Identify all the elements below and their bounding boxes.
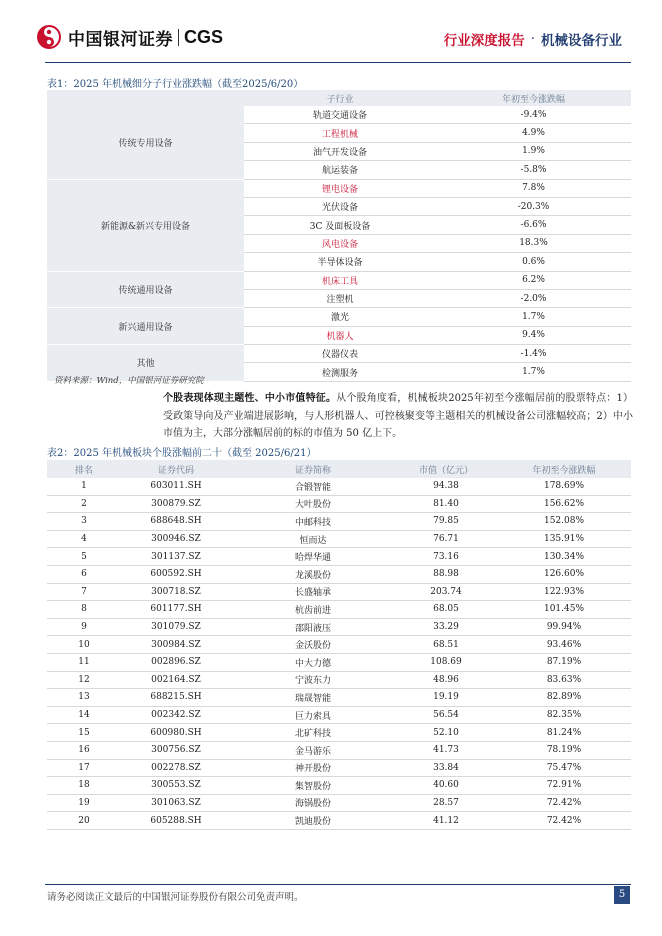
- table2-rank-cell: 2: [47, 495, 121, 513]
- table2-change-cell: 152.08%: [497, 513, 631, 531]
- table2-cap-cell: 48.96: [395, 671, 497, 689]
- table2-change-cell: 130.34%: [497, 548, 631, 566]
- table2-row: [47, 636, 631, 654]
- table2-row: [47, 583, 631, 601]
- table2-name-cell: 北矿科技: [231, 724, 395, 742]
- table2-rank-cell: 4: [47, 530, 121, 548]
- table1-subindustry-cell: 机床工具: [244, 271, 436, 289]
- table1-group-cell: 传统通用设备: [47, 271, 244, 308]
- table1-row: [47, 271, 631, 289]
- table2-code-cell: 601177.SH: [121, 601, 231, 619]
- table2-cap-cell: 33.84: [395, 759, 497, 777]
- table2-code-cell: 002342.SZ: [121, 706, 231, 724]
- table2-change-cell: 156.62%: [497, 495, 631, 513]
- table2-cap-cell: 19.19: [395, 689, 497, 707]
- table2-change-cell: 135.91%: [497, 530, 631, 548]
- table2-change-cell: 81.24%: [497, 724, 631, 742]
- table1-change-cell: 6.2%: [436, 271, 631, 289]
- table1-group-cell: 新兴通用设备: [47, 308, 244, 345]
- data-source-note: 资料来源：Wind，中国银河证券研究院: [54, 376, 204, 386]
- table2-caption: 表2：2025 年机械板块个股涨幅前二十（截至 2025/6/21）: [47, 448, 317, 459]
- table2-row: [47, 548, 631, 566]
- table1-subindustry-cell: 油气开发设备: [244, 142, 436, 160]
- table2-rank-cell: 7: [47, 583, 121, 601]
- table2-code-cell: 301079.SZ: [121, 618, 231, 636]
- table2-rank-cell: 16: [47, 741, 121, 759]
- table1-row: [47, 179, 631, 197]
- table1-subindustry-cell: 半导体设备: [244, 253, 436, 271]
- table2-name-cell: 龙溪股份: [231, 565, 395, 583]
- table2-cap-cell: 41.12: [395, 812, 497, 830]
- table2-rank-cell: 9: [47, 618, 121, 636]
- table2-row: [47, 530, 631, 548]
- table2-row: [47, 618, 631, 636]
- table2-rank-cell: 19: [47, 794, 121, 812]
- table2-header-name: 证券简称: [231, 460, 395, 478]
- table2-row: [47, 794, 631, 812]
- table2-cap-cell: 52.10: [395, 724, 497, 742]
- table2-code-cell: 300984.SZ: [121, 636, 231, 654]
- table2-row: [47, 513, 631, 531]
- table2-header-cap: 市值（亿元）: [395, 460, 497, 478]
- table1-subindustry-cell: 航运装备: [244, 161, 436, 179]
- table1-subindustry-cell: 激光: [244, 308, 436, 326]
- table2-change-cell: 101.45%: [497, 601, 631, 619]
- table2-row: [47, 653, 631, 671]
- table1-change-cell: -2.0%: [436, 289, 631, 307]
- report-tag: [444, 29, 622, 49]
- table2-name-cell: 神开股份: [231, 759, 395, 777]
- table1-change-cell: 7.8%: [436, 179, 631, 197]
- table1-subindustry-cell: 锂电设备: [244, 179, 436, 197]
- table2-change-cell: 83.63%: [497, 671, 631, 689]
- table1-body: [47, 106, 631, 381]
- table2-rank-cell: 13: [47, 689, 121, 707]
- table2-row: [47, 671, 631, 689]
- table2-name-cell: 瑞晟智能: [231, 689, 395, 707]
- table2-name-cell: 海锅股份: [231, 794, 395, 812]
- table2-change-cell: 122.93%: [497, 583, 631, 601]
- brand-logo: [36, 24, 223, 50]
- table2-cap-cell: 203.74: [395, 583, 497, 601]
- table2-name-cell: 金沃股份: [231, 636, 395, 654]
- table2-header-change: 年初至今涨跌幅: [497, 460, 631, 478]
- report-type: 行业深度报告: [443, 33, 525, 49]
- table2-rank-cell: 18: [47, 777, 121, 795]
- table1-header-change: 年初至今涨跌幅: [436, 90, 631, 106]
- table2-row: [47, 812, 631, 830]
- table1-change-cell: 9.4%: [436, 326, 631, 344]
- table1-subindustry-cell: 注塑机: [244, 289, 436, 307]
- table2-cap-cell: 108.69: [395, 653, 497, 671]
- table2-rank-cell: 14: [47, 706, 121, 724]
- table2-row: [47, 601, 631, 619]
- paragraph-body: 从个股角度看，机械板块2025年初至今涨幅居前的股票特点：1）受政策导向及产业端进展影响，与人形机器人、可控核聚变等主题相关的机械设备公司涨幅较高；2）中小市值为主，大部分涨幅居前的标的市值为 50 亿上下。: [163, 393, 634, 439]
- table2-rank-cell: 1: [47, 478, 121, 495]
- table1-change-cell: -5.8%: [436, 161, 631, 179]
- table1-subindustry-cell: 轨道交通设备: [244, 106, 436, 124]
- table2-header-code: 证券代码: [121, 460, 231, 478]
- footer-rule: [45, 884, 631, 885]
- table2-cap-cell: 94.38: [395, 478, 497, 495]
- table1-subindustry-cell: 光伏设备: [244, 197, 436, 215]
- table2-row: [47, 741, 631, 759]
- table1-change-cell: 18.3%: [436, 234, 631, 252]
- table1-change-cell: -1.4%: [436, 345, 631, 363]
- table2-code-cell: 300718.SZ: [121, 583, 231, 601]
- table1-change-cell: -20.3%: [436, 197, 631, 215]
- table2-code-cell: 605288.SH: [121, 812, 231, 830]
- table2-cap-cell: 76.71: [395, 530, 497, 548]
- table2-change-cell: 78.19%: [497, 741, 631, 759]
- table2-name-cell: 金马游乐: [231, 741, 395, 759]
- table2-name-cell: 中大力德: [231, 653, 395, 671]
- table2-cap-cell: 68.05: [395, 601, 497, 619]
- table2-rank-cell: 10: [47, 636, 121, 654]
- table1-header-group: [47, 90, 244, 106]
- table2-change-cell: 75.47%: [497, 759, 631, 777]
- table2-header-row: [47, 460, 631, 478]
- table2-change-cell: 72.42%: [497, 812, 631, 830]
- table2-code-cell: 300553.SZ: [121, 777, 231, 795]
- table2-row: [47, 565, 631, 583]
- table1-group-cell: 传统专用设备: [47, 106, 244, 179]
- table1-subindustry-cell: 工程机械: [244, 124, 436, 142]
- table1-subindustry-cell: 仪器仪表: [244, 345, 436, 363]
- table2-name-cell: 巨力索具: [231, 706, 395, 724]
- table2-row: [47, 706, 631, 724]
- table2-row: [47, 478, 631, 495]
- table1-subindustry-cell: 3C 及面板设备: [244, 216, 436, 234]
- table2-code-cell: 600592.SH: [121, 565, 231, 583]
- table1-row: [47, 308, 631, 326]
- table2-cap-cell: 41.73: [395, 741, 497, 759]
- page-number: 5: [614, 886, 630, 904]
- table1-group-cell: 新能源&新兴专用设备: [47, 179, 244, 271]
- table2-change-cell: 99.94%: [497, 618, 631, 636]
- table2-rank-cell: 5: [47, 548, 121, 566]
- table2-name-cell: 哈焊华通: [231, 548, 395, 566]
- table2-code-cell: 688215.SH: [121, 689, 231, 707]
- table2-cap-cell: 73.16: [395, 548, 497, 566]
- table2-change-cell: 82.89%: [497, 689, 631, 707]
- table2-cap-cell: 81.40: [395, 495, 497, 513]
- table2-change-cell: 126.60%: [497, 565, 631, 583]
- footer-disclaimer: 请务必阅读正文最后的中国银河证券股份有限公司免责声明。: [47, 892, 304, 903]
- table2-body: [47, 478, 631, 829]
- table2-name-cell: 宁波东力: [231, 671, 395, 689]
- table2-name-cell: 大叶股份: [231, 495, 395, 513]
- table2-change-cell: 93.46%: [497, 636, 631, 654]
- brand-name-en: CGS: [184, 26, 224, 47]
- table2-code-cell: 002164.SZ: [121, 671, 231, 689]
- table2-code-cell: 002278.SZ: [121, 759, 231, 777]
- table2-cap-cell: 28.57: [395, 794, 497, 812]
- table1-change-cell: 1.7%: [436, 308, 631, 326]
- table2-rank-cell: 15: [47, 724, 121, 742]
- table2-code-cell: 300946.SZ: [121, 530, 231, 548]
- table2-change-cell: 72.42%: [497, 794, 631, 812]
- top20-stock-table: [47, 460, 631, 830]
- table2-name-cell: 杭齿前进: [231, 601, 395, 619]
- table2-name-cell: 合锻智能: [231, 478, 395, 495]
- table2-name-cell: 中邮科技: [231, 513, 395, 531]
- table2-row: [47, 777, 631, 795]
- table2-rank-cell: 3: [47, 513, 121, 531]
- table1-change-cell: -9.4%: [436, 106, 631, 124]
- table2-code-cell: 301063.SZ: [121, 794, 231, 812]
- table2-row: [47, 759, 631, 777]
- table2-rank-cell: 17: [47, 759, 121, 777]
- table2-name-cell: 邵阳液压: [231, 618, 395, 636]
- table2-cap-cell: 40.60: [395, 777, 497, 795]
- table2-code-cell: 301137.SZ: [121, 548, 231, 566]
- brand-mark-icon: [36, 24, 62, 50]
- brand-name-cn: 中国银河证券: [68, 29, 173, 50]
- report-tag-separator: ·: [530, 31, 535, 47]
- table1-change-cell: 0.6%: [436, 253, 631, 271]
- table2-name-cell: 集智股份: [231, 777, 395, 795]
- table2-cap-cell: 56.54: [395, 706, 497, 724]
- table2-name-cell: 长盛轴承: [231, 583, 395, 601]
- table1-change-cell: 4.9%: [436, 124, 631, 142]
- paragraph-lead: 个股表现体现主题性、中小市值特征。: [163, 393, 337, 404]
- table2-change-cell: 87.19%: [497, 653, 631, 671]
- table2-cap-cell: 88.98: [395, 565, 497, 583]
- table2-change-cell: 72.91%: [497, 777, 631, 795]
- table1-header-row: [47, 90, 631, 106]
- table1-group-cell: 其他: [47, 345, 244, 382]
- table2-code-cell: 300879.SZ: [121, 495, 231, 513]
- table1-change-cell: -6.6%: [436, 216, 631, 234]
- table2-row: [47, 689, 631, 707]
- table2-code-cell: 603011.SH: [121, 478, 231, 495]
- brand-divider: [178, 29, 179, 46]
- table2-cap-cell: 33.29: [395, 618, 497, 636]
- table1-caption: 表1：2025 年机械细分子行业涨跌幅（截至2025/6/20）: [47, 79, 304, 90]
- table1-subindustry-cell: 机器人: [244, 326, 436, 344]
- table2-cap-cell: 79.85: [395, 513, 497, 531]
- table2-rank-cell: 11: [47, 653, 121, 671]
- table2-name-cell: 恒而达: [231, 530, 395, 548]
- table2-change-cell: 178.69%: [497, 478, 631, 495]
- header-rule: [45, 62, 631, 63]
- table2-header-rank: 排名: [47, 460, 121, 478]
- subindustry-table: [47, 90, 631, 382]
- table2-change-cell: 82.35%: [497, 706, 631, 724]
- table1-header-sub: 子行业: [244, 90, 436, 106]
- table1-subindustry-cell: 风电设备: [244, 234, 436, 252]
- table2-rank-cell: 20: [47, 812, 121, 830]
- table2-name-cell: 凯迪股份: [231, 812, 395, 830]
- table1-change-cell: 1.9%: [436, 142, 631, 160]
- table2-rank-cell: 8: [47, 601, 121, 619]
- table2-code-cell: 600980.SH: [121, 724, 231, 742]
- table2-code-cell: 300756.SZ: [121, 741, 231, 759]
- table1-row: [47, 345, 631, 363]
- table1-row: [47, 106, 631, 124]
- table2-rank-cell: 6: [47, 565, 121, 583]
- table1-subindustry-cell: 检测服务: [244, 363, 436, 381]
- report-industry: 机械设备行业: [541, 33, 622, 49]
- table1-change-cell: 1.7%: [436, 363, 631, 381]
- table2-code-cell: 688648.SH: [121, 513, 231, 531]
- table2-row: [47, 724, 631, 742]
- table2-row: [47, 495, 631, 513]
- table2-cap-cell: 68.51: [395, 636, 497, 654]
- table2-rank-cell: 12: [47, 671, 121, 689]
- table2-code-cell: 002896.SZ: [121, 653, 231, 671]
- analysis-paragraph: [163, 390, 633, 443]
